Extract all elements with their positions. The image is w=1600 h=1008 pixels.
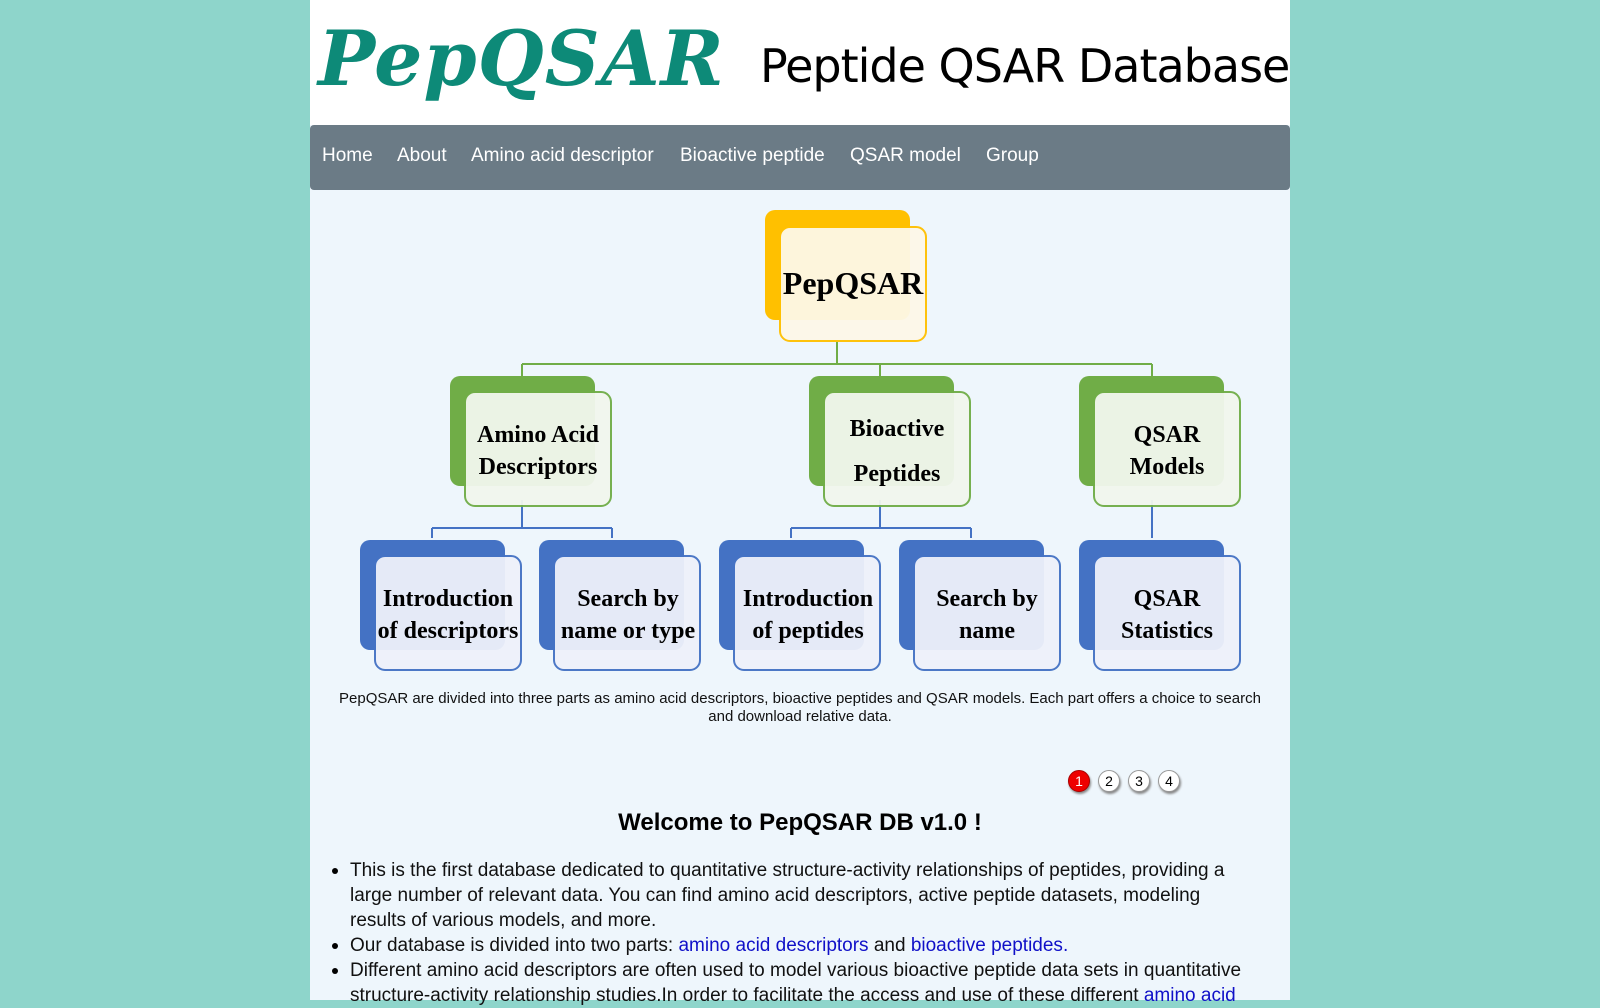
node-label-line1: Bioactive (849, 416, 945, 442)
node-label-line2: of descriptors (377, 618, 519, 644)
node-label-line2: Peptides (853, 461, 941, 487)
nav-home[interactable]: Home (322, 145, 373, 166)
slider-page-3[interactable]: 3 (1128, 770, 1150, 792)
node-label-line1: Amino Acid (476, 422, 600, 448)
nav-about[interactable]: About (397, 145, 447, 166)
bioactive-peptides-link[interactable]: bioactive peptides (910, 935, 1063, 956)
site-subtitle: Peptide QSAR Database (760, 39, 1290, 93)
slide-caption: PepQSAR are divided into three parts as amino acid descriptors, bioactive peptides and QSAR models. Each part offers a choice to search and download relative data. (339, 690, 1261, 725)
node-label-line1: Search by (577, 586, 679, 612)
node-label-line2: of peptides (752, 618, 864, 644)
node-label-line1: Introduction (382, 586, 514, 612)
page-container (310, 0, 1290, 1006)
nav-group[interactable]: Group (986, 145, 1039, 166)
node-search-by-name[interactable] (899, 540, 1060, 670)
node-label-line2: Descriptors (478, 454, 598, 480)
node-introduction-of-descriptors[interactable] (360, 540, 521, 670)
intro-item-text: and (868, 935, 911, 956)
node-introduction-of-peptides[interactable] (719, 540, 880, 670)
welcome-heading: Welcome to PepQSAR DB v1.0 ! (618, 809, 982, 836)
node-label-line1: Introduction (742, 586, 874, 612)
structure-diagram (310, 200, 1290, 680)
intro-item-text: This is the first database dedicated to quantitative structure-activity relationships of peptides, providing a large number of relevant data. You can find amino acid descriptors, active peptide datasets, modeling results of various models, and more. (350, 860, 1225, 931)
intro-item (350, 958, 1250, 1008)
intro-item-text: Our database is divided into two parts: (350, 935, 679, 956)
slider-page-4[interactable]: 4 (1158, 770, 1180, 792)
bioactive-peptides-link-period[interactable]: . (1062, 935, 1069, 956)
amino-acid-descriptors-link[interactable]: amino acid descriptors (678, 935, 869, 956)
root-node[interactable] (765, 210, 926, 341)
node-amino-acid-descriptors[interactable] (450, 376, 611, 506)
nav-amino-acid-descriptor[interactable]: Amino acid descriptor (471, 145, 654, 166)
node-label-line1: QSAR (1133, 586, 1201, 612)
node-label-line1: Search by (936, 586, 1038, 612)
root-connectors (522, 342, 1152, 376)
site-header (310, 0, 1290, 125)
node-label-line2: name (959, 618, 1015, 644)
intro-list (350, 858, 1250, 1008)
site-logo[interactable]: PepQSAR (318, 14, 725, 103)
node-label-line1: QSAR (1133, 422, 1201, 448)
node-label-line2: name or type (560, 618, 696, 644)
node-search-by-name-or-type[interactable] (539, 540, 700, 670)
node-qsar-models[interactable] (1079, 376, 1240, 506)
hierarchy-chart (310, 200, 1290, 680)
amino-acid-link[interactable]: amino acid (1143, 985, 1236, 1006)
intro-item (350, 933, 1250, 958)
slider-page-2[interactable]: 2 (1098, 770, 1120, 792)
node-qsar-statistics[interactable] (1079, 540, 1240, 670)
root-label: PepQSAR (782, 265, 924, 301)
intro-item-text: Different amino acid descriptors are often used to model various bioactive peptide data sets in quantitative structure-activity relationship studies.In order to facilitate the access and use of these different (350, 960, 1242, 1006)
slider-page-1[interactable]: 1 (1068, 770, 1090, 792)
intro-item (350, 858, 1250, 933)
main-navbar (310, 125, 1290, 190)
node-label-line2: Models (1129, 454, 1205, 480)
node-bioactive-peptides[interactable] (809, 376, 970, 506)
nav-qsar-model[interactable]: QSAR model (850, 145, 961, 166)
nav-bioactive-peptide[interactable]: Bioactive peptide (680, 145, 825, 166)
node-label-line2: Statistics (1121, 618, 1213, 644)
